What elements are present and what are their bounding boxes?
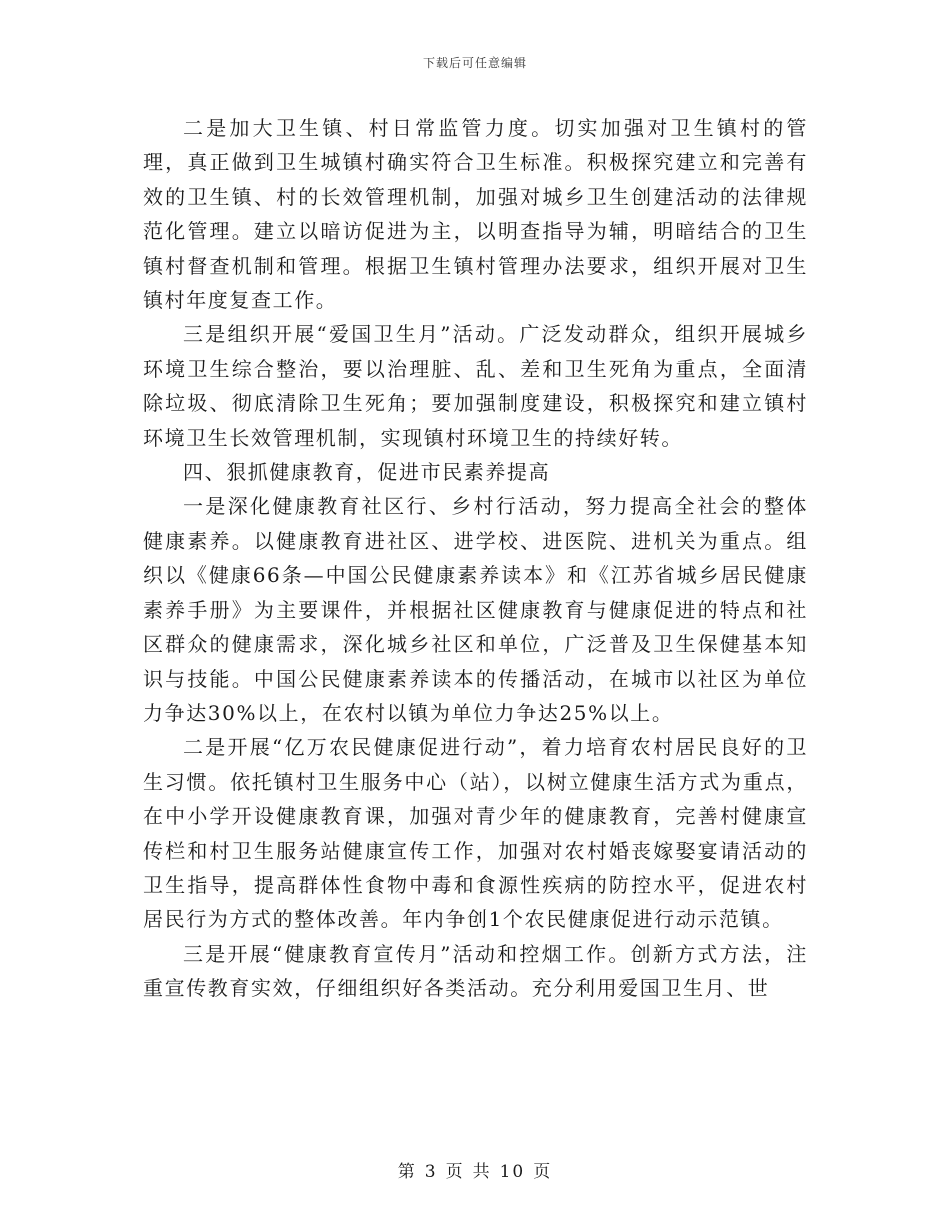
paragraph-1: 二是加大卫生镇、村日常监管力度。切实加强对卫生镇村的管理，真正做到卫生城镇村确实符合卫生标准。积极探究建立和完善有效的卫生镇、村的长效管理机制，加强对城乡卫生创建活动的法律规范化管理。建立以暗访促进为主，以明查指导为辅，明暗结合的卫生镇村督查机制和管理。根据卫生镇村管理办法要求，组织开展对卫生镇村年度复查工作。 — [143, 116, 808, 313]
paragraph-2: 三是组织开展“爱国卫生月”活动。广泛发动群众，组织开展城乡环境卫生综合整治，要以治理脏、乱、差和卫生死角为重点，全面清除垃圾、彻底清除卫生死角；要加强制度建设，积极探究和建立镇村环境卫生长效管理机制，实现镇村环境卫生的持续好转。 — [143, 322, 808, 450]
header-note: 下载后可任意编辑 — [422, 56, 527, 70]
current-page-number: 3 — [424, 1162, 438, 1182]
footer-total-word: 共 — [472, 1162, 492, 1182]
footer-page-word: 页 — [445, 1162, 465, 1182]
paragraph-3: 一是深化健康教育社区行、乡村行活动，努力提高全社会的整体健康素养。以健康教育进社区、进学校、进医院、进机关为重点。组织以《健康66条—中国公民健康素养读本》和《江苏省城乡居民健康素养手册》为主要课件，并根据社区健康教育与健康促进的特点和社区群众的健康需求，深化城乡社区和单位，广泛普及卫生保健基本知识与技能。中国公民健康素养读本的传播活动，在城市以社区为单位力争达30%以上，在农村以镇为单位力争达25%以上。 — [143, 494, 808, 725]
page-footer — [0, 1157, 950, 1182]
total-pages-number: 10 — [499, 1162, 526, 1182]
section-heading: 四、狠抓健康教育，促进市民素养提高 — [183, 460, 551, 485]
footer-prefix: 第 — [397, 1162, 417, 1182]
paragraph-4: 二是开展“亿万农民健康促进行动”，着力培育农村居民良好的卫生习惯。依托镇村卫生服务中心（站），以树立健康生活方式为重点，在中小学开设健康教育课，加强对青少年的健康教育，完善村健康宣传栏和村卫生服务站健康宣传工作，加强对农村婚丧嫁娶宴请活动的卫生指导，提高群体性食物中毒和食源性疾病的防控水平，促进农村居民行为方式的整体改善。年内争创1个农民健康促进行动示范镇。 — [143, 735, 808, 932]
footer-suffix: 页 — [533, 1162, 553, 1182]
document-body — [143, 111, 808, 1006]
paragraph-5: 三是开展“健康教育宣传月”活动和控烟工作。创新方式方法，注重宣传教育实效，仔细组织好各类活动。充分利用爱国卫生月、世 — [143, 941, 808, 1001]
